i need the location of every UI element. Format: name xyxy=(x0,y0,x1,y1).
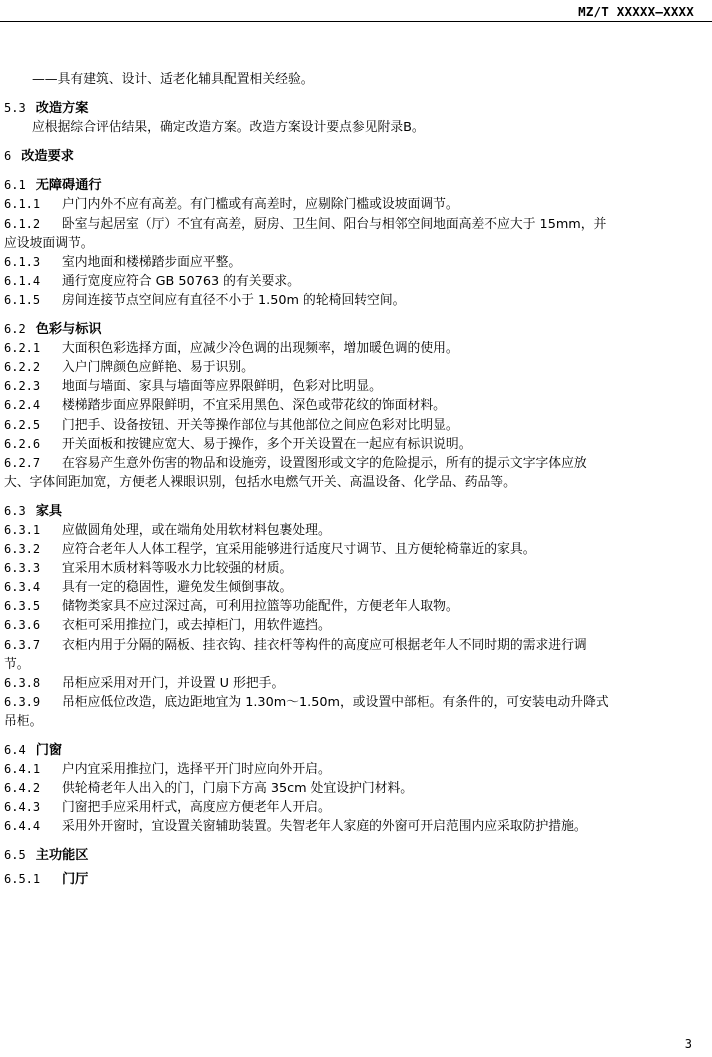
clause: 6.1.1 户门内外不应有高差。有门槛或有高差时，应剔除门槛或设坡面调节。 xyxy=(4,197,459,213)
section-number: 6.5.1 xyxy=(4,871,41,886)
clause: 6.1.4 通行宽度应符合 GB 50763 的有关要求。 xyxy=(4,273,300,289)
clause: 6.3.2 应符合老年人人体工程学，宜采用能够进行适度尺寸调节、且方便轮椅靠近的家具。 xyxy=(4,542,536,558)
clause: 6.3.7 衣柜内用于分隔的隔板、挂衣钩、挂衣杆等构件的高度应可根据老年人不同时期的需求进行调 xyxy=(4,637,587,653)
section-6-2-list xyxy=(4,339,692,492)
section-title: 家具 xyxy=(35,503,63,519)
clause: 6.2.3 地面与墙面、家具与墙面等应界限鲜明，色彩对比明显。 xyxy=(4,379,382,395)
section-number: 6.4 xyxy=(4,743,26,757)
section-title: 改造方案 xyxy=(35,101,89,117)
clause: 6.4.1 户内宜采用推拉门，选择平开门时应向外开启。 xyxy=(4,762,331,778)
clause: 6.1.2 卧室与起居室（厅）不宜有高差，厨房、卫生间、阳台与相邻空间地面高差不应大于 15mm，并 xyxy=(4,216,607,232)
document-body xyxy=(4,70,692,889)
section-title: 门窗 xyxy=(35,743,63,758)
clause: 6.3.4 具有一定的稳固性，避免发生倾倒事故。 xyxy=(4,580,293,596)
intro-line: ——具有建筑、设计、适老化辅具配置相关经验。 xyxy=(32,72,314,87)
section-title: 主功能区 xyxy=(35,848,89,864)
clause: 6.4.2 供轮椅老年人出入的门，门扇下方高 35cm 处宜设护门材料。 xyxy=(4,781,414,797)
section-number: 6.2 xyxy=(4,322,26,337)
clause: 6.2.6 开关面板和按键应宽大、易于操作，多个开关设置在一起应有标识说明。 xyxy=(4,436,472,452)
section-6-3-list xyxy=(4,521,692,731)
section-6-4-list xyxy=(4,760,692,836)
clause: 6.2.4 楼梯踏步面应界限鲜明，不宜采用黑色、深色或带花纹的饰面材料。 xyxy=(4,398,446,414)
header-rule xyxy=(0,21,712,22)
standard-code: MZ/T XXXXX—XXXX xyxy=(578,4,694,19)
section-6-4-heading xyxy=(4,741,692,760)
section-6-2-heading xyxy=(4,320,692,339)
clause: 6.3.6 衣柜可采用推拉门，或去掉柜门，用软件遮挡。 xyxy=(4,618,331,634)
section-6-1-list xyxy=(4,195,692,310)
section-6-heading xyxy=(4,147,692,166)
section-6-5-1-heading xyxy=(4,870,692,889)
clause-continuation: 节。 xyxy=(4,656,30,672)
clause-continuation: 大、字体间距加宽，方便老人裸眼识别，包括水电燃气开关、高温设备、化学品、药品等。 xyxy=(4,474,516,490)
clause: 6.2.2 入户门牌颜色应鲜艳、易于识别。 xyxy=(4,360,254,376)
clause: 6.3.8 吊柜应采用对开门，并设置 U 形把手。 xyxy=(4,675,285,691)
clause: 6.3.1 应做圆角处理，或在端角处用软材料包裹处理。 xyxy=(4,522,331,538)
section-number: 5.3 xyxy=(4,101,26,116)
section-title: 色彩与标识 xyxy=(35,322,102,338)
page-number: 3 xyxy=(684,1037,692,1051)
section-6-3-heading xyxy=(4,502,692,521)
section-title: 门厅 xyxy=(62,871,89,887)
clause: 6.2.7 在容易产生意外伤害的物品和设施旁，设置图形或文字的危险提示，所有的提示文字字体应放 xyxy=(4,455,587,471)
clause: 6.4.4 采用外开窗时，宜设置关窗辅助装置。失智老年人家庭的外窗可开启范围内应采取防护措施。 xyxy=(4,819,587,835)
section-5-3-heading xyxy=(4,99,692,118)
clause: 6.1.5 房间连接节点空间应有直径不小于 1.50m 的轮椅回转空间。 xyxy=(4,292,406,308)
clause: 6.2.5 门把手、设备按钮、开关等操作部位与其他部位之间应色彩对比明显。 xyxy=(4,417,459,433)
clause: 6.3.5 储物类家具不应过深过高，可利用拉篮等功能配件，方便老年人取物。 xyxy=(4,599,459,615)
clause-continuation: 吊柜。 xyxy=(4,713,43,729)
clause: 6.1.3 室内地面和楼梯踏步面应平整。 xyxy=(4,254,242,270)
section-title: 改造要求 xyxy=(21,149,74,165)
section-number: 6.3 xyxy=(4,503,26,518)
clause: 6.3.9 吊柜应低位改造，底边距地宜为 1.30m～1.50m，或设置中部柜。有条件的，可安装电动升降式 xyxy=(4,694,609,710)
clause: 6.3.3 宜采用木质材料等吸水力比较强的材质。 xyxy=(4,561,293,577)
section-title: 无障碍通行 xyxy=(35,178,102,194)
section-number: 6 xyxy=(4,149,12,164)
clause-continuation: 应设坡面调节。 xyxy=(4,235,94,251)
clause: 6.4.3 门窗把手应采用杆式，高度应方便老年人开启。 xyxy=(4,800,331,816)
section-5-3-body: 应根据综合评估结果，确定改造方案。改造方案设计要点参见附录B。 xyxy=(32,120,425,136)
section-6-1-heading xyxy=(4,176,692,195)
section-6-5-heading xyxy=(4,846,692,865)
section-number: 6.1 xyxy=(4,178,26,193)
section-number: 6.5 xyxy=(4,848,26,863)
clause: 6.2.1 大面积色彩选择方面，应减少冷色调的出现频率，增加暖色调的使用。 xyxy=(4,341,459,357)
